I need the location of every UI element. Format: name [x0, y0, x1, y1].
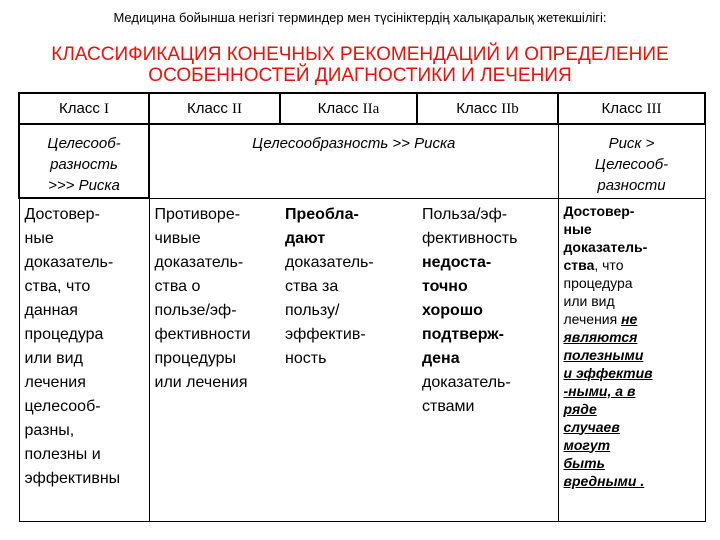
ratio-row — [19, 124, 705, 198]
col-header-class-2b: Класс IIb — [417, 93, 558, 124]
ratio-cell-class-3: Риск > Целесооб- разности — [558, 124, 705, 198]
col-header-class-3: Класс III — [558, 93, 705, 124]
definition-class-2: Противоре- чивые доказатель- ства о пользе/эф- фективности процедуры или лечения — [149, 198, 280, 522]
title-line-2: ОСОБЕННОСТЕЙ ДИАГНОСТИКИ И ЛЕЧЕНИЯ — [148, 65, 572, 86]
page-header: Медицина бойынша негізгі терминдер мен түсініктердің халықаралық жетекшілігі: — [113, 10, 607, 25]
definition-class-2b: Польза/эф- фективность недоста- точно хорошо подтверж- дена доказатель- ствами — [417, 198, 558, 522]
definition-class-1: Достовер- ные доказатель- ства, что данная процедура или вид лечения целесооб- разны, полезны и эффективны — [19, 198, 149, 522]
definition-class-3: Достовер- ные доказатель- ства, что процедура или вид лечения не являются полезными и эффектив -ными, а в ряде случаев могут быть вредными . — [558, 198, 705, 522]
title-line-1: КЛАССИФИКАЦИЯ КОНЕЧНЫХ РЕКОМЕНДАЦИЙ И ОПРЕДЕЛЕНИЕ — [51, 44, 669, 65]
header-row — [19, 93, 705, 124]
definition-class-2a: Преобла- дают доказатель- ства за пользу/ эффектив- ность — [280, 198, 417, 522]
col-header-class-2a: Класс IIa — [280, 93, 417, 124]
page-title — [0, 44, 720, 86]
col-header-class-2: Класс II — [149, 93, 280, 124]
col-header-class-1: Класс I — [19, 93, 149, 124]
classification-table — [18, 92, 706, 522]
definition-row — [19, 198, 705, 522]
ratio-cell-class-2: Целесообразность >> Риска — [149, 124, 558, 198]
ratio-cell-class-1: Целесооб- разность >>> Риска — [19, 124, 149, 198]
